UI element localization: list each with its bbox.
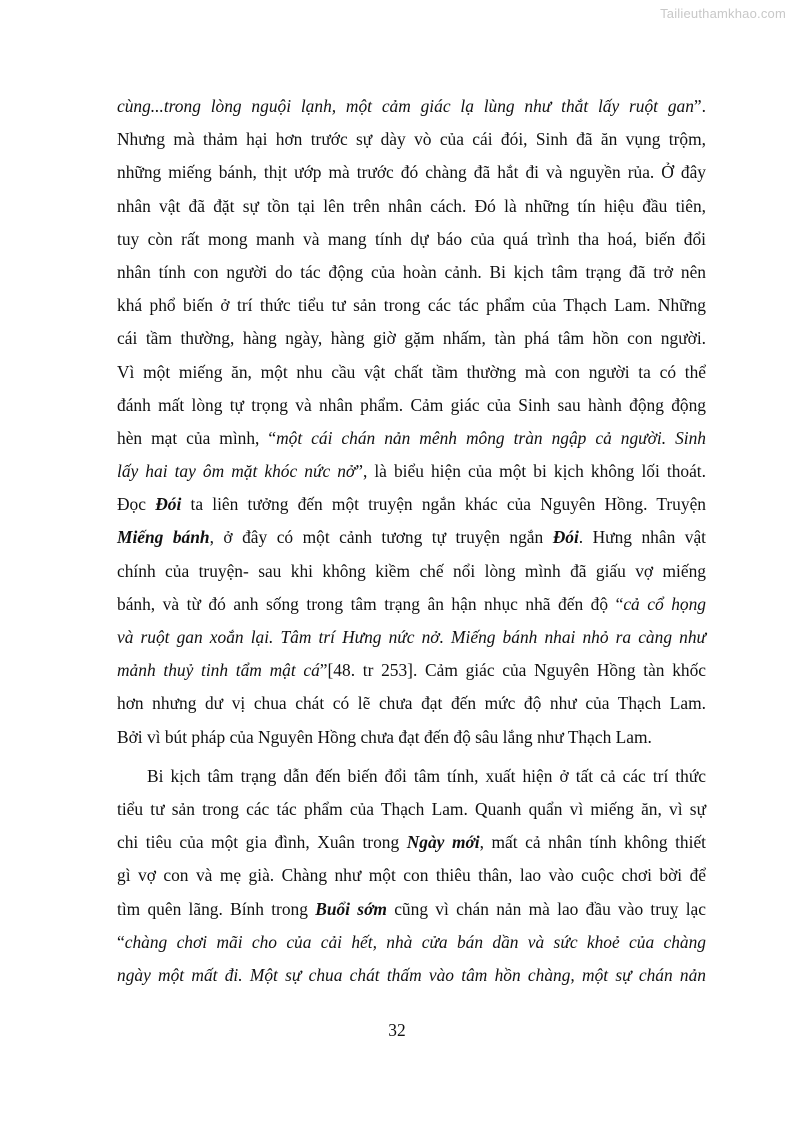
text-line	[117, 521, 706, 554]
work-title: Ngày mới	[406, 832, 480, 853]
text-line: khá phổ biến ở trí thức tiểu tư sản trong các tác phẩm của Thạch Lam. Những	[117, 295, 706, 316]
italic-quote: cùng...trong lòng nguội lạnh, một cảm giác lạ lùng như thắt lấy ruột gan	[117, 96, 694, 116]
text-span: bánh, và từ đó anh sống trong tâm trạng ân hận nhục nhã đến độ “	[117, 593, 624, 614]
italic-quote: lấy hai tay ôm mặt khóc nức nở	[117, 461, 356, 482]
text-line	[117, 893, 706, 926]
text-line	[117, 90, 706, 123]
text-span: , mất cả nhân tính không thiết	[479, 832, 706, 853]
document-body	[117, 90, 706, 992]
text-line	[117, 654, 706, 687]
text-line	[117, 588, 706, 621]
paragraph-2	[117, 760, 706, 992]
text-span: , ở đây có một cảnh tương tự truyện ngắn	[209, 527, 553, 548]
italic-quote: và ruột gan xoắn lại. Tâm trí Hưng nức nở. Miếng bánh nhai nhỏ ra càng như	[117, 627, 706, 647]
watermark-text: Tailieuthamkhao.com	[660, 6, 786, 21]
paragraph-1	[117, 90, 706, 754]
text-span: “	[117, 931, 125, 952]
text-line: nhân tính con người do tác động của hoàn cảnh. Bi kịch tâm trạng đã trở nên	[117, 261, 706, 282]
text-line: hơn nhưng dư vị chua chát có lẽ chưa đạt đến mức độ như của Thạch Lam.	[117, 693, 706, 714]
text-span: chi tiêu của một gia đình, Xuân trong	[117, 832, 407, 853]
text-line: cái tầm thường, hàng ngày, hàng giờ gặm nhấm, tàn phá tâm hồn con người.	[117, 328, 706, 349]
text-line: Bi kịch tâm trạng dẫn đến biến đổi tâm tính, xuất hiện ở tất cả các trí thức	[147, 765, 706, 786]
text-line: đánh mất lòng tự trọng và nhân phẩm. Cảm giác của Sinh sau hành động động	[117, 394, 706, 415]
text-line: nhân vật đã đặt sự tồn tại lên trên nhân cách. Đó là những tín hiệu đầu tiên,	[117, 195, 706, 216]
text-span: Đọc	[117, 494, 156, 515]
text-span: hèn mạt của mình, “	[117, 427, 277, 448]
text-span: ”, là biểu hiện của một bi kịch không lối thoát.	[355, 461, 706, 482]
work-title: Buổi sớm	[315, 898, 387, 919]
text-line: những miếng bánh, thịt ướp mà trước đó chàng đã hắt đi và nguyền rủa. Ở đây	[117, 162, 706, 183]
text-line: gì vợ con và mẹ già. Chàng như một con thiêu thân, lao vào cuộc chơi bời để	[117, 865, 706, 886]
text-line: Nhưng mà thảm hại hơn trước sự dày vò của cái đói, Sinh đã ăn vụng trộm,	[117, 129, 706, 150]
italic-quote: cả cổ họng	[623, 593, 706, 614]
italic-quote: một cái chán nản mênh mông tràn ngập cả người. Sinh	[276, 427, 707, 448]
work-title: Miếng bánh	[117, 527, 210, 548]
text-line	[117, 455, 706, 488]
text-line	[117, 926, 706, 959]
text-line: tuy còn rất mong manh và mang tính dự báo của quá trình tha hoá, biến đổi	[117, 228, 706, 249]
work-title: Đói	[552, 527, 579, 548]
italic-quote: chàng chơi mãi cho của cải hết, nhà cửa bán dần và sức khoẻ của chàng	[124, 931, 706, 952]
text-span: tìm quên lãng. Bính trong	[117, 898, 316, 919]
italic-quote: ngày một mất đi. Một sự chua chát thấm vào tâm hồn chàng, một sự chán nản	[117, 964, 706, 985]
text-span: ta liên tưởng đến một truyện ngắn khác của Nguyên Hồng. Truyện	[181, 494, 706, 515]
text-line	[117, 959, 706, 992]
text-span: ”[48. tr 253]. Cảm giác của Nguyên Hồng tàn khốc	[319, 660, 706, 681]
text-span: ”.	[693, 96, 706, 116]
text-line: Vì một miếng ăn, một nhu cầu vật chất tầm thường mà con người ta có thể	[117, 361, 706, 382]
text-line	[117, 826, 706, 859]
page-number: 32	[388, 1020, 406, 1040]
text-span: . Hưng nhân vật	[578, 527, 706, 548]
text-line	[117, 488, 706, 521]
text-line	[117, 621, 706, 654]
text-line	[117, 422, 706, 455]
text-line: chính của truyện- sau khi không kiềm chế nổi lòng mình đã giấu vợ miếng	[117, 560, 706, 581]
work-title: Đói	[155, 494, 182, 515]
text-line: Bởi vì bút pháp của Nguyên Hồng chưa đạt đến độ sâu lắng như Thạch Lam.	[117, 726, 652, 747]
text-span: cũng vì chán nản mà lao đầu vào truỵ lạc	[386, 898, 706, 919]
italic-quote: mảnh thuỷ tinh tẩm mật cá	[117, 660, 320, 681]
text-line: tiểu tư sản trong các tác phẩm của Thạch Lam. Quanh quẩn vì miếng ăn, vì sự	[117, 798, 706, 819]
